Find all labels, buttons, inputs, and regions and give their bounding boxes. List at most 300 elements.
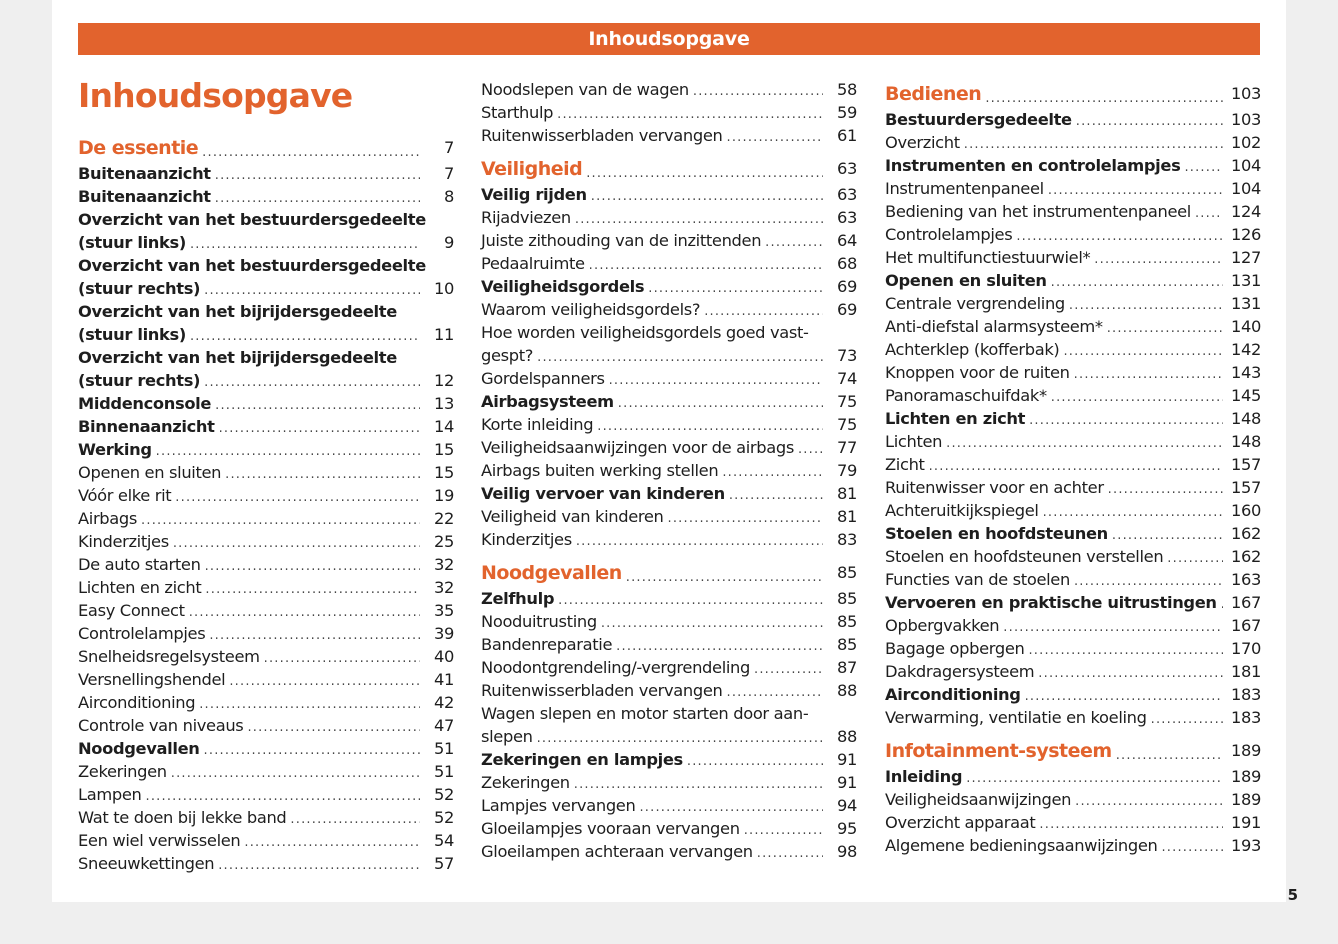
toc-entry[interactable]: [481, 275, 857, 298]
toc-entry-label: Noodgevallen: [78, 739, 200, 758]
toc-entry[interactable]: [481, 124, 857, 147]
toc-page-number: 77: [836, 438, 857, 457]
toc-entry-label: Snelheidsregelsysteem: [78, 647, 260, 666]
toc-page-number: 8: [443, 187, 454, 206]
toc-page-number: 74: [836, 369, 857, 388]
toc-entry-label: Controlelampjes: [78, 624, 206, 643]
toc-entry[interactable]: [78, 599, 454, 622]
toc-page-number: 142: [1230, 340, 1261, 359]
toc-entry[interactable]: [885, 131, 1261, 154]
toc-entry-label: Veiligheid: [481, 158, 583, 180]
toc-page-number: 63: [836, 159, 857, 178]
toc-entry-label: Veilig rijden: [481, 185, 587, 204]
toc-column-1: [78, 134, 454, 875]
dot-leader: [205, 580, 420, 599]
toc-entry-label: Hoe worden veiligheidsgordels goed vast-: [481, 323, 809, 342]
dot-leader: [225, 465, 420, 484]
toc-column-2: [481, 78, 857, 863]
toc-entry[interactable]: [481, 610, 857, 633]
toc-page-number: 91: [836, 773, 857, 792]
toc-entry[interactable]: [481, 229, 857, 252]
toc-entry-label: Lichten en zicht: [78, 578, 202, 597]
dot-leader: [597, 417, 823, 436]
toc-page-number: 59: [836, 103, 857, 122]
toc-entry[interactable]: [481, 413, 857, 436]
toc-entry-label-continued: (stuur links): [78, 233, 186, 252]
toc-page-number: 102: [1230, 133, 1261, 152]
toc-entry[interactable]: [78, 415, 454, 438]
toc-entry-label: Airbagsysteem: [481, 392, 614, 411]
dot-leader: [1107, 319, 1223, 338]
dot-leader: [744, 821, 823, 840]
toc-page-number: 104: [1230, 156, 1261, 175]
toc-entry-label: Waarom veiligheidsgordels?: [481, 300, 701, 319]
toc-entry-label: Anti-diefstal alarmsysteem*: [885, 317, 1103, 336]
toc-entry-label: Achterklep (kofferbak): [885, 340, 1060, 359]
toc-entry[interactable]: [481, 436, 857, 459]
toc-entry-label: Vervoeren en praktische uitrustingen: [885, 593, 1217, 612]
dot-leader: [586, 164, 823, 183]
toc-page-number: 52: [433, 785, 454, 804]
dot-leader: [648, 279, 823, 298]
toc-entry-label: Veilig vervoer van kinderen: [481, 484, 725, 503]
dot-leader: [1028, 641, 1223, 660]
toc-entry[interactable]: [885, 453, 1261, 476]
page-number: 5: [1287, 886, 1298, 904]
toc-entry-label: Rijadviezen: [481, 208, 571, 227]
toc-page-number: 35: [433, 601, 454, 620]
toc-entry-label: Zekeringen: [481, 773, 570, 792]
toc-entry[interactable]: [481, 528, 857, 551]
dot-leader: [1051, 388, 1223, 407]
toc-entry-label: Noodslepen van de wagen: [481, 80, 689, 99]
dot-leader: [244, 833, 420, 852]
dot-leader: [1116, 746, 1223, 765]
toc-entry-label: Controlelampjes: [885, 225, 1013, 244]
toc-page-number: 47: [433, 716, 454, 735]
toc-page-number: 148: [1230, 432, 1261, 451]
toc-entry[interactable]: [481, 183, 857, 206]
toc-page-number: 9: [443, 233, 454, 252]
toc-entry[interactable]: [885, 384, 1261, 407]
toc-page-number: 126: [1230, 225, 1261, 244]
toc-page-number: 58: [836, 80, 857, 99]
dot-leader: [727, 683, 824, 702]
toc-entry-label: Stoelen en hoofdsteunen verstellen: [885, 547, 1164, 566]
toc-entry[interactable]: [78, 783, 454, 806]
dot-leader: [215, 189, 420, 208]
toc-page-number: 104: [1230, 179, 1261, 198]
toc-page-number: 163: [1230, 570, 1261, 589]
toc-entry-label: Openen en sluiten: [885, 271, 1047, 290]
toc-entry-label: Verwarming, ventilatie en koeling: [885, 708, 1147, 727]
toc-page-number: 22: [433, 509, 454, 528]
toc-entry[interactable]: [885, 788, 1261, 811]
toc-entry[interactable]: [885, 568, 1261, 591]
toc-entry[interactable]: [481, 101, 857, 124]
dot-leader: [199, 695, 420, 714]
toc-page-number: 85: [836, 612, 857, 631]
toc-page-number: 85: [836, 635, 857, 654]
toc-entry[interactable]: [78, 668, 454, 691]
dot-leader: [1003, 618, 1223, 637]
toc-entry-label: Versnellingshendel: [78, 670, 226, 689]
toc-entry[interactable]: [481, 817, 857, 840]
toc-page-number: 85: [836, 563, 857, 582]
dot-leader: [618, 394, 823, 413]
dot-leader: [1076, 112, 1223, 131]
toc-entry-label: Overzicht van het bestuurdersgedeelte: [78, 256, 426, 275]
toc-entry-label: Buitenaanzicht: [78, 187, 211, 206]
dot-leader: [1069, 296, 1223, 315]
toc-entry-label: Werking: [78, 440, 152, 459]
toc-page-number: 189: [1230, 767, 1261, 786]
toc-entry[interactable]: [885, 200, 1261, 223]
toc-entry[interactable]: [481, 679, 857, 702]
toc-entry-label: Bediening van het instrumentenpaneel: [885, 202, 1191, 221]
toc-entry[interactable]: [885, 637, 1261, 660]
toc-entry-label: Bandenreparatie: [481, 635, 613, 654]
toc-entry-label: Panoramaschuifdak*: [885, 386, 1047, 405]
toc-entry[interactable]: [78, 645, 454, 668]
dot-leader: [1039, 815, 1223, 834]
toc-entry[interactable]: [78, 852, 454, 875]
toc-entry-label: Nooduitrusting: [481, 612, 597, 631]
toc-entry[interactable]: [481, 298, 857, 321]
toc-page-number: 51: [433, 762, 454, 781]
toc-entry[interactable]: [78, 714, 454, 737]
toc-entry-label: Zekeringen: [78, 762, 167, 781]
dot-leader: [171, 764, 420, 783]
dot-leader: [173, 534, 420, 553]
dot-leader: [966, 769, 1223, 788]
toc-page-number: 52: [433, 808, 454, 827]
toc-entry-label: Lampen: [78, 785, 142, 804]
toc-page-number: 75: [836, 392, 857, 411]
dot-leader: [1038, 664, 1223, 683]
toc-entry-label: Korte inleiding: [481, 415, 594, 434]
toc-page-number: 162: [1230, 547, 1261, 566]
dot-leader: [1074, 365, 1223, 384]
toc-entry-label: Sneeuwkettingen: [78, 854, 215, 873]
toc-entry[interactable]: [885, 292, 1261, 315]
toc-page-number: 32: [433, 555, 454, 574]
toc-entry-label: Knoppen voor de ruiten: [885, 363, 1070, 382]
dot-leader: [204, 741, 420, 760]
toc-entry[interactable]: [885, 223, 1261, 246]
toc-entry-label: Functies van de stoelen: [885, 570, 1070, 589]
toc-entry[interactable]: [78, 300, 454, 346]
toc-entry[interactable]: [885, 246, 1261, 269]
toc-page-number: 94: [836, 796, 857, 815]
toc-page-number: 42: [433, 693, 454, 712]
toc-entry[interactable]: [481, 771, 857, 794]
dot-leader: [609, 371, 823, 390]
toc-entry[interactable]: [481, 206, 857, 229]
dot-leader: [575, 210, 823, 229]
toc-page-number: 124: [1230, 202, 1261, 221]
toc-entry[interactable]: [78, 484, 454, 507]
toc-entry[interactable]: [481, 633, 857, 656]
toc-entry-label: Kinderzitjes: [481, 530, 572, 549]
dot-leader: [1112, 526, 1223, 545]
toc-entry[interactable]: [78, 691, 454, 714]
toc-entry-label: Opbergvakken: [885, 616, 1000, 635]
toc-entry[interactable]: [78, 392, 454, 415]
dot-leader: [765, 233, 823, 252]
dot-leader: [639, 798, 823, 817]
toc-entry[interactable]: [885, 177, 1261, 200]
dot-leader: [264, 649, 420, 668]
dot-leader: [215, 396, 420, 415]
toc-entry[interactable]: [481, 367, 857, 390]
toc-entry[interactable]: [78, 576, 454, 599]
toc-page-number: 69: [836, 300, 857, 319]
toc-entry-label: Wagen slepen en motor starten door aan-: [481, 704, 809, 723]
toc-page-number: 64: [836, 231, 857, 250]
dot-leader: [218, 856, 420, 875]
toc-page-number: 7: [443, 138, 454, 157]
toc-entry[interactable]: [78, 622, 454, 645]
toc-page-number: 88: [836, 681, 857, 700]
toc-entry[interactable]: [481, 794, 857, 817]
toc-entry-label: Gordelspanners: [481, 369, 605, 388]
dot-leader: [204, 373, 420, 392]
dot-leader: [687, 752, 823, 771]
dot-leader: [704, 302, 823, 321]
dot-leader: [1025, 687, 1223, 706]
toc-entry[interactable]: [481, 587, 857, 610]
toc-entry[interactable]: [885, 683, 1261, 706]
toc-entry[interactable]: [885, 522, 1261, 545]
toc-entry[interactable]: [481, 321, 857, 367]
toc-page-number: 69: [836, 277, 857, 296]
dot-leader: [537, 348, 823, 367]
toc-entry[interactable]: [481, 390, 857, 413]
toc-section[interactable]: [481, 155, 857, 183]
dot-leader: [145, 787, 420, 806]
toc-page-number: 51: [433, 739, 454, 758]
toc-page-number: 131: [1230, 294, 1261, 313]
toc-entry[interactable]: [78, 438, 454, 461]
toc-entry-label: Ruitenwisserbladen vervangen: [481, 681, 723, 700]
toc-page-number: 91: [836, 750, 857, 769]
dot-leader: [601, 614, 823, 633]
toc-page-number: 15: [433, 463, 454, 482]
toc-entry[interactable]: [78, 461, 454, 484]
toc-entry-label: Veiligheidsaanwijzingen voor de airbags: [481, 438, 794, 457]
toc-page-number: 41: [433, 670, 454, 689]
toc-page-number: 160: [1230, 501, 1261, 520]
toc-entry[interactable]: [78, 346, 454, 392]
toc-page-number: 10: [433, 279, 454, 298]
toc-entry[interactable]: [885, 591, 1261, 614]
toc-entry[interactable]: [885, 614, 1261, 637]
dot-leader: [1048, 181, 1223, 200]
toc-entry[interactable]: [885, 315, 1261, 338]
dot-leader: [1167, 549, 1223, 568]
toc-entry[interactable]: [885, 407, 1261, 430]
dot-leader: [1108, 480, 1223, 499]
dot-leader: [557, 105, 823, 124]
toc-entry[interactable]: [885, 811, 1261, 834]
toc-section[interactable]: [885, 737, 1261, 765]
toc-entry[interactable]: [885, 430, 1261, 453]
toc-page-number: 39: [433, 624, 454, 643]
toc-entry[interactable]: [481, 252, 857, 275]
toc-entry[interactable]: [481, 482, 857, 505]
toc-page-number: 88: [836, 727, 857, 746]
toc-entry-label: Lampjes vervangen: [481, 796, 636, 815]
toc-page-number: 25: [433, 532, 454, 551]
dot-leader: [727, 128, 824, 147]
toc-entry[interactable]: [885, 476, 1261, 499]
toc-entry[interactable]: [481, 702, 857, 748]
toc-entry-label: Overzicht: [885, 133, 960, 152]
toc-page-number: 170: [1230, 639, 1261, 658]
toc-entry-label: Pedaalruimte: [481, 254, 585, 273]
toc-entry-label: Controle van niveaus: [78, 716, 244, 735]
dot-leader: [1075, 792, 1223, 811]
toc-page-number: 143: [1230, 363, 1261, 382]
toc-entry[interactable]: [481, 459, 857, 482]
toc-page-number: 145: [1230, 386, 1261, 405]
toc-entry-label: Middenconsole: [78, 394, 212, 413]
toc-entry[interactable]: [78, 553, 454, 576]
toc-entry-label: Lichten en zicht: [885, 409, 1026, 428]
dot-leader: [141, 511, 420, 530]
dot-leader: [175, 488, 420, 507]
toc-entry[interactable]: [481, 840, 857, 863]
toc-page-number: 63: [836, 208, 857, 227]
toc-entry-label: Algemene bedieningsaanwijzingen: [885, 836, 1158, 855]
toc-entry-label: Bedienen: [885, 83, 982, 105]
toc-entry[interactable]: [78, 254, 454, 300]
toc-entry-label: Airbags buiten werking stellen: [481, 461, 719, 480]
dot-leader: [1029, 411, 1223, 430]
toc-section[interactable]: [885, 80, 1261, 108]
toc-page-number: 40: [433, 647, 454, 666]
toc-entry[interactable]: [481, 78, 857, 101]
toc-page-number: 131: [1230, 271, 1261, 290]
toc-entry[interactable]: [481, 748, 857, 771]
toc-entry[interactable]: [885, 545, 1261, 568]
toc-entry[interactable]: [78, 162, 454, 185]
dot-leader: [189, 603, 420, 622]
toc-entry-label: Veiligheid van kinderen: [481, 507, 664, 526]
toc-page-number: 157: [1230, 455, 1261, 474]
dot-leader: [558, 591, 823, 610]
toc-entry-label-continued: (stuur links): [78, 325, 186, 344]
dot-leader: [798, 440, 823, 459]
toc-entry[interactable]: [78, 185, 454, 208]
toc-entry[interactable]: [78, 507, 454, 530]
toc-entry[interactable]: [885, 108, 1261, 131]
toc-entry[interactable]: [78, 829, 454, 852]
toc-page-number: 68: [836, 254, 857, 273]
toc-entry-label: Starthulp: [481, 103, 554, 122]
toc-page-number: 61: [836, 126, 857, 145]
toc-entry-label-continued: gespt?: [481, 346, 534, 365]
toc-entry-label: Binnenaanzicht: [78, 417, 215, 436]
dot-leader: [204, 281, 420, 300]
toc-entry[interactable]: [885, 706, 1261, 729]
page-title: Inhoudsopgave: [78, 76, 353, 115]
toc-page-number: 162: [1230, 524, 1261, 543]
toc-entry[interactable]: [78, 530, 454, 553]
toc-entry-label: Wat te doen bij lekke band: [78, 808, 287, 827]
toc-entry[interactable]: [885, 834, 1261, 857]
dot-leader: [537, 729, 823, 748]
toc-page-number: 81: [836, 484, 857, 503]
toc-entry[interactable]: [78, 806, 454, 829]
toc-entry-label: Inleiding: [885, 767, 963, 786]
toc-entry-label: Dakdragersysteem: [885, 662, 1035, 681]
toc-section[interactable]: [481, 559, 857, 587]
toc-entry-label: Overzicht van het bijrijdersgedeelte: [78, 348, 397, 367]
dot-leader: [574, 775, 823, 794]
toc-page-number: 183: [1230, 708, 1261, 727]
toc-entry-label: Ruitenwisser voor en achter: [885, 478, 1104, 497]
toc-page-number: 140: [1230, 317, 1261, 336]
dot-leader: [209, 626, 420, 645]
toc-entry[interactable]: [78, 737, 454, 760]
toc-page-number: 85: [836, 589, 857, 608]
dot-leader: [229, 672, 420, 691]
toc-entry-label: Juiste zithouding van de inzittenden: [481, 231, 762, 250]
toc-entry-label-continued: slepen: [481, 727, 533, 746]
toc-section[interactable]: [78, 134, 454, 162]
toc-entry-label: Easy Connect: [78, 601, 185, 620]
toc-entry-label: Centrale vergrendeling: [885, 294, 1065, 313]
toc-entry-label: Airconditioning: [885, 685, 1021, 704]
toc-page-number: 157: [1230, 478, 1261, 497]
dot-leader: [757, 844, 823, 863]
toc-entry[interactable]: [885, 765, 1261, 788]
toc-entry[interactable]: [885, 269, 1261, 292]
toc-page-number: 32: [433, 578, 454, 597]
toc-entry[interactable]: [481, 656, 857, 679]
dot-leader: [190, 327, 420, 346]
dot-leader: [722, 463, 823, 482]
toc-entry[interactable]: [885, 154, 1261, 177]
toc-entry-label-continued: (stuur rechts): [78, 371, 201, 390]
toc-entry[interactable]: [885, 660, 1261, 683]
toc-entry[interactable]: [78, 760, 454, 783]
toc-entry[interactable]: [885, 338, 1261, 361]
toc-entry[interactable]: [885, 361, 1261, 384]
toc-page-number: 79: [836, 461, 857, 480]
dot-leader: [1151, 710, 1223, 729]
toc-entry-label: Airconditioning: [78, 693, 196, 712]
dot-leader: [215, 166, 420, 185]
dot-leader: [1161, 838, 1223, 857]
dot-leader: [1195, 204, 1223, 223]
toc-entry-label: Zicht: [885, 455, 925, 474]
dot-leader: [190, 235, 420, 254]
toc-page-number: 148: [1230, 409, 1261, 428]
dot-leader: [290, 810, 420, 829]
toc-entry[interactable]: [481, 505, 857, 528]
toc-entry[interactable]: [885, 499, 1261, 522]
dot-leader: [946, 434, 1223, 453]
toc-entry[interactable]: [78, 208, 454, 254]
toc-entry-label: Buitenaanzicht: [78, 164, 211, 183]
toc-page-number: 103: [1230, 84, 1261, 103]
toc-entry-label: Vóór elke rit: [78, 486, 172, 505]
toc-page-number: 98: [836, 842, 857, 861]
toc-entry-label: Openen en sluiten: [78, 463, 222, 482]
